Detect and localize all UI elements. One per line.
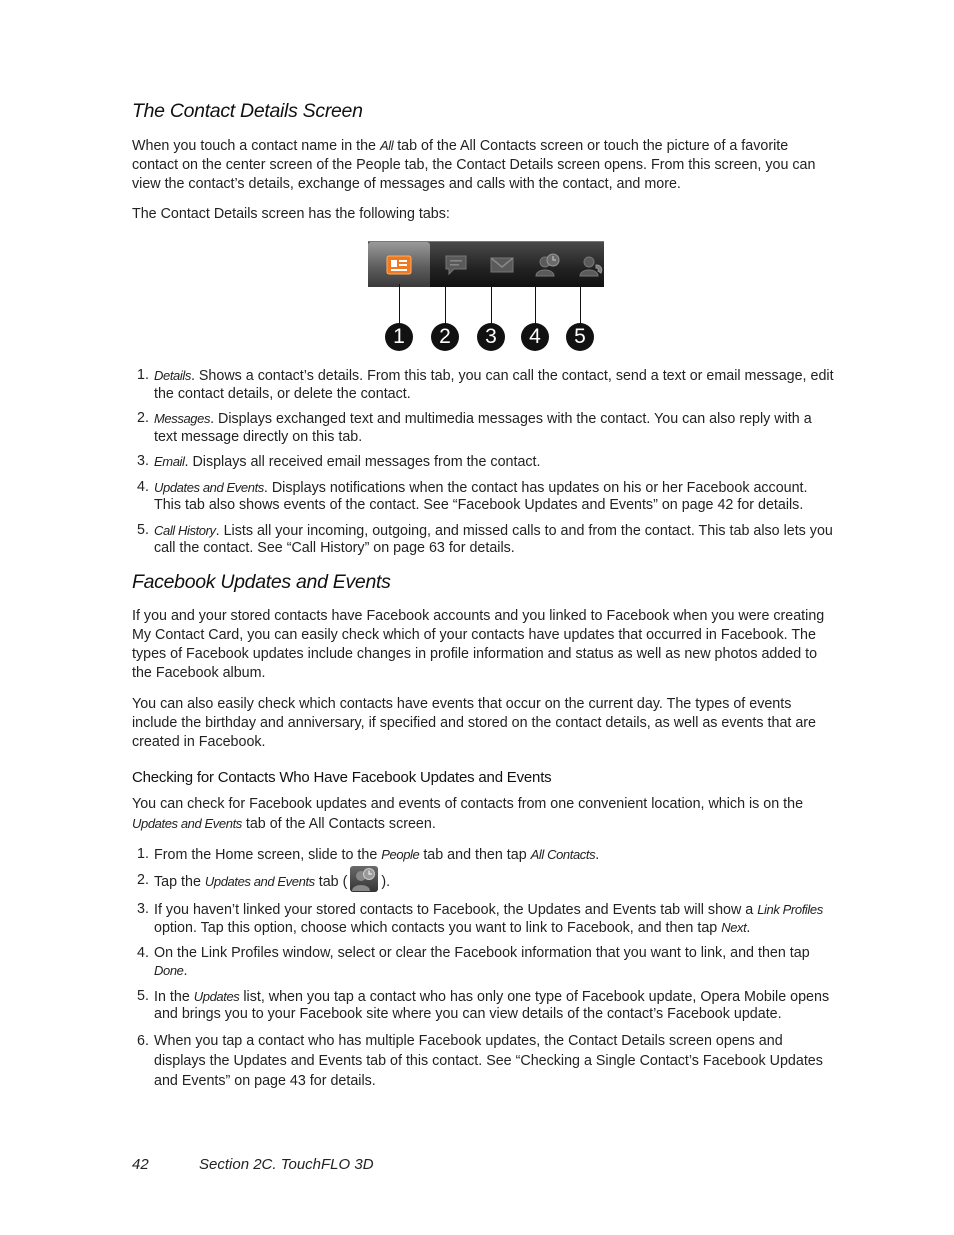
- callout-line-5: [580, 284, 581, 324]
- callout-line-1: [399, 284, 400, 324]
- email-tab: [478, 242, 525, 287]
- callout-line-4: [535, 284, 536, 324]
- call-history-tab: [568, 242, 615, 287]
- intro-paragraph: When you touch a contact name in the All tab of the All Contacts screen or touch the picture of a favorite contact on the center screen of the People tab, the Contact Details screen opens. From this screen, you can view the contact’s details, exchange of messages and calls with the contact, and more.: [132, 138, 816, 192]
- list-item: 6. When you tap a contact who has multiple Facebook updates, the Contact Details screen opens and displays the Updates and Events tab of this contact. See “Checking a Single Contact’s Facebook Updates and Events” on page 43 for details.: [137, 1032, 823, 1089]
- list-item: 1. From the Home screen, slide to the People tab and then tap All Contacts.: [137, 846, 600, 863]
- list-item: 5. Call History. Lists all your incoming, outgoing, and missed calls to and from the contact. This tab also lets you call the contact. See “Call History” on page 63 for details.: [137, 521, 833, 556]
- contact-details-tab-bar: [368, 241, 604, 287]
- section-heading-contact-details: The Contact Details Screen: [132, 100, 363, 122]
- details-tab-icon: [386, 255, 412, 275]
- list-item: 1. Details. Shows a contact’s details. From this tab, you can call the contact, send a text or email message, edit the contact details, or delete the contact.: [137, 367, 834, 402]
- list-item: 3. Email. Displays all received email messages from the contact.: [137, 453, 541, 470]
- email-tab-icon: [490, 256, 514, 274]
- callout-2: 2: [431, 323, 459, 351]
- callout-line-2: [445, 284, 446, 324]
- tabs-description-list: [132, 367, 837, 558]
- list-item: 5. In the Updates list, when you tap a contact who has only one type of Facebook update, Opera Mobile opens and brings you to your Facebook site where you can view details of the contact’s Facebook update.: [137, 987, 830, 1022]
- page-number: 42: [132, 1156, 149, 1173]
- facebook-events-paragraph: You can also easily check which contacts have events that occur on the current day. The types of events include the birthday and anniversary, if specified and stored on the contact details, as well as events that are created in Facebook.: [132, 696, 817, 750]
- list-item: 2. Tap the Updates and Events tab ( ).: [132, 872, 837, 892]
- messages-tab: [432, 242, 479, 287]
- callout-5: 5: [566, 323, 594, 351]
- callout-3: 3: [477, 323, 505, 351]
- callout-4: 4: [521, 323, 549, 351]
- list-item: 4. On the Link Profiles window, select or clear the Facebook information that you want to link, and then tap Done.: [137, 944, 810, 979]
- callout-1: 1: [385, 323, 413, 351]
- page-footer: [132, 1156, 374, 1173]
- list-item: 3. If you haven’t linked your stored contacts to Facebook, the Updates and Events tab will show a Link Profiles option. Tap this option, choose which contacts you want to link to Facebook, and then tap Next.: [137, 900, 823, 936]
- steps-list: [132, 846, 837, 1091]
- facebook-intro-paragraph: If you and your stored contacts have Facebook accounts and you linked to Facebook when you were creating My Contact Card, you can easily check which of your contacts have updates that occurred in Facebook. The types of Facebook updates include changes in profile information and status as well as new photos added to the Facebook album.: [132, 608, 825, 681]
- subsection-heading-checking-contacts: Checking for Contacts Who Have Facebook Updates and Events: [132, 769, 552, 786]
- checking-intro-paragraph: You can check for Facebook updates and events of contacts from one convenient location, which is on the Updates and Events tab of the All Contacts screen.: [132, 796, 804, 832]
- updates-events-tab-inline-icon: [350, 866, 378, 892]
- footer-section-title: Section 2C. TouchFLO 3D: [199, 1156, 374, 1173]
- tabs-intro-paragraph: The Contact Details screen has the following tabs:: [132, 206, 450, 222]
- all-tab-term: All: [379, 138, 394, 153]
- updates-events-tab: [524, 242, 571, 287]
- list-item: 4. Updates and Events. Displays notifications when the contact has updates on his or her Facebook account. This tab also shows events of the contact. See “Facebook Updates and Events” on page 42 for details.: [137, 478, 808, 513]
- callout-line-3: [491, 284, 492, 324]
- updates-events-tab-icon: [535, 253, 561, 277]
- call-history-tab-icon: [579, 253, 605, 277]
- details-tab: [368, 242, 430, 287]
- messages-tab-icon: [444, 254, 468, 276]
- list-item: 2. Messages. Displays exchanged text and multimedia messages with the contact. You can also reply with a text message directly on this tab.: [137, 410, 812, 445]
- section-heading-facebook-updates: Facebook Updates and Events: [132, 571, 391, 593]
